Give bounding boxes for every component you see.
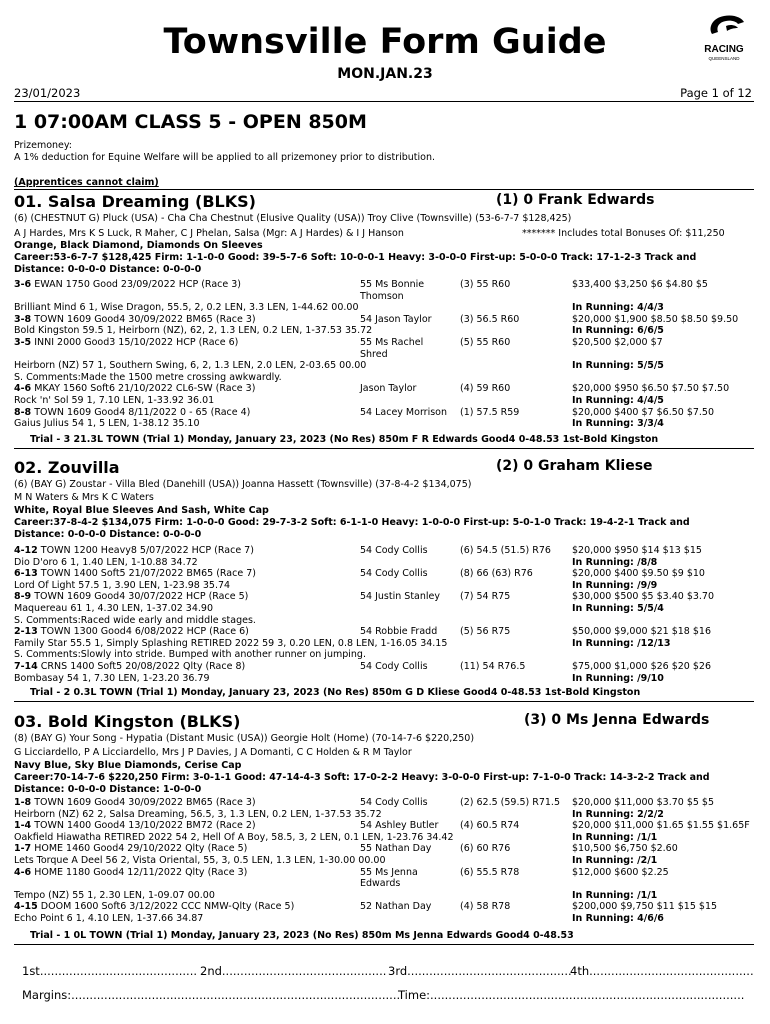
horse-name: 03. Bold Kingston (BLKS) <box>14 712 241 731</box>
jockey: Jason Taylor <box>360 383 417 395</box>
barrier-weight-rating: (3) 55 R60 <box>460 279 511 290</box>
horse-divider <box>14 944 754 945</box>
form-row <box>14 878 760 890</box>
header-divider <box>14 101 754 102</box>
run-details: 4-6 HOME 1180 Good4 12/11/2022 Qlty (Race 3) <box>14 866 248 878</box>
horse-breeding: (6) (BAY G) Zoustar - Villa Bled (Danehill (USA)) Joanna Hassett (Townsville) (37-8-4-2 $134,075) <box>14 479 472 490</box>
barrier-weight-rating: (11) 54 R76.5 <box>460 661 526 672</box>
horse-colours: Orange, Black Diamond, Diamonds On Sleeves <box>14 240 263 251</box>
form-row <box>14 291 760 303</box>
meeting-day: MON.JAN.23 <box>337 66 433 82</box>
barrier-weight-rating: (4) 60.5 R74 <box>460 820 520 832</box>
horse-barrier-jockey: (1) 0 Frank Edwards <box>496 192 655 208</box>
run-details: Tempo (NZ) 55 1, 2.30 LEN, 1-09.07 00.00 <box>14 889 215 901</box>
horse-breeding: (8) (BAY G) Your Song - Hypatia (Distant Music (USA)) Georgie Holt (Home) (70-14-7-6 $220,250) <box>14 733 475 744</box>
horse-bonus: ******* Includes total Bonuses Of: $11,250 <box>522 228 725 239</box>
horse-colours: Navy Blue, Sky Blue Diamonds, Cerise Cap <box>14 760 242 771</box>
run-details: Gaius Julius 54 1, 5 LEN, 1-38.12 35.10 <box>14 418 200 430</box>
horse-barrier-jockey: (2) 0 Graham Kliese <box>496 458 653 474</box>
prize-or-running: In Running: /9/9 <box>572 579 658 591</box>
result-second[interactable]: 2nd............................................. <box>200 964 387 978</box>
jockey: 55 Ms Rachel <box>360 337 424 348</box>
prize-or-running: In Running: /1/1 <box>572 889 658 901</box>
run-details: 3-8 TOWN 1609 Good4 30/09/2022 BM65 (Race 3) <box>14 313 256 325</box>
barrier-weight-rating: (1) 57.5 R59 <box>460 406 520 418</box>
prize-or-running: In Running: /8/8 <box>572 556 658 568</box>
prize-or-running: $20,000 $400 $9.50 $9 $10 <box>572 568 705 580</box>
page-title: Townsville Form Guide <box>163 22 607 62</box>
run-details: Oakfield Hiawatha RETIRED 2022 54 2, Hell Of A Boy, 58.5, 3, 2 LEN, 0.1 LEN, 1-23.76 34.42 <box>14 831 454 843</box>
form-row <box>14 615 760 627</box>
run-details: Heirborn (NZ) 62 2, Salsa Dreaming, 56.5, 3, 1.3 LEN, 0.2 LEN, 1-37.53 35.72 <box>14 808 382 820</box>
run-details: S. Comments:Raced wide early and middle stages. <box>14 614 256 626</box>
horse-breeding: (6) (CHESTNUT G) Pluck (USA) - Cha Cha Chestnut (Elusive Quality (USA)) Troy Clive (Townsville) (53-6-7-7 $128,425) <box>14 213 572 224</box>
run-details: Lets Torque A Deel 56 2, Vista Oriental, 55, 3, 0.5 LEN, 1.3 LEN, 1-30.00 00.00 <box>14 855 386 866</box>
run-details: S. Comments:Slowly into stride. Bumped with another runner on jumping. <box>14 649 366 661</box>
run-details: 3-6 EWAN 1750 Good 23/09/2022 HCP (Race 3) <box>14 279 241 290</box>
jockey: 54 Cody Collis <box>360 545 428 556</box>
run-details: 3-5 INNI 2000 Good3 15/10/2022 HCP (Race 6) <box>14 337 239 348</box>
form-row <box>14 302 760 314</box>
jockey: Edwards <box>360 878 401 890</box>
run-details: Lord Of Light 57.5 1, 3.90 LEN, 1-23.98 35.74 <box>14 579 231 591</box>
barrier-weight-rating: (3) 56.5 R60 <box>460 313 520 325</box>
form-row <box>14 349 760 361</box>
jockey: 55 Nathan Day <box>360 843 432 855</box>
form-row <box>14 325 760 337</box>
prize-or-running: $20,000 $11,000 $3.70 $5 $5 <box>572 797 715 808</box>
horse-logo-icon <box>696 12 752 64</box>
prize-or-running: $200,000 $9,750 $11 $15 $15 <box>572 901 718 913</box>
horse-career: Career:53-6-7-7 $128,425 Firm: 1-1-0-0 Good: 39-5-7-6 Soft: 10-0-0-1 Heavy: 3-0-0-0 First-up: 5-0-0-0 Track: 17-1-2-3 Track and <box>14 252 697 263</box>
logo-text: RACING <box>704 44 744 55</box>
horse-career-distance: Distance: 0-0-0-0 Distance: 0-0-0-0 <box>14 529 202 540</box>
form-row <box>14 867 760 879</box>
form-row <box>14 407 760 419</box>
form-row <box>14 545 760 557</box>
horse-career: Career:37-8-4-2 $134,075 Firm: 1-0-0-0 Good: 29-7-3-2 Soft: 6-1-1-0 Heavy: 1-0-0-0 First-up: 5-0-1-0 Track: 19-4-2-1 Track and <box>14 517 690 528</box>
jockey: 52 Nathan Day <box>360 901 432 913</box>
horse-colours: White, Royal Blue Sleeves And Sash, White Cap <box>14 505 269 516</box>
prize-or-running: $20,500 $2,000 $7 <box>572 337 663 348</box>
result-third[interactable]: 3rd............................................. <box>388 964 572 978</box>
prize-or-running: In Running: 4/4/5 <box>572 395 664 406</box>
barrier-weight-rating: (5) 55 R60 <box>460 337 511 348</box>
prize-or-running: In Running: 5/5/4 <box>572 603 664 614</box>
barrier-weight-rating: (5) 56 R75 <box>460 626 511 638</box>
jockey: 55 Ms Jenna <box>360 866 418 878</box>
run-details: Echo Point 6 1, 4.10 LEN, 1-37.66 34.87 <box>14 913 204 924</box>
prize-or-running: In Running: /9/10 <box>572 672 664 684</box>
prize-or-running: $33,400 $3,250 $6 $4.80 $5 <box>572 279 708 290</box>
jockey: Thomson <box>360 290 404 302</box>
form-row <box>14 638 760 650</box>
jockey: 54 Lacey Morrison <box>360 406 448 418</box>
form-row <box>14 913 760 925</box>
jockey: Shred <box>360 348 388 360</box>
form-row <box>14 591 760 603</box>
run-details: 6-13 TOWN 1400 Soft5 21/07/2022 BM65 (Race 7) <box>14 568 256 580</box>
jockey: 54 Cody Collis <box>360 568 428 580</box>
horse-barrier-jockey: (3) 0 Ms Jenna Edwards <box>524 712 710 728</box>
prize-or-running: In Running: /1/1 <box>572 831 658 843</box>
run-details: Dio D'oro 6 1, 1.40 LEN, 1-10.88 34.72 <box>14 556 198 568</box>
run-details: 7-14 CRNS 1400 Soft5 20/08/2022 Qlty (Race 8) <box>14 661 246 672</box>
barrier-weight-rating: (6) 54.5 (51.5) R76 <box>460 545 551 556</box>
prize-or-running: In Running: 3/3/4 <box>572 418 664 430</box>
jockey: 54 Jason Taylor <box>360 313 432 325</box>
page-number: Page 1 of 12 <box>680 86 752 100</box>
form-row <box>14 314 760 326</box>
prize-or-running: In Running: 4/6/6 <box>572 913 664 924</box>
form-row <box>14 809 760 821</box>
form-row <box>14 673 760 685</box>
horse-owners: M N Waters & Mrs K C Waters <box>14 492 154 503</box>
run-details: 4-12 TOWN 1200 Heavy8 5/07/2022 HCP (Race 7) <box>14 545 254 556</box>
race-title: 1 07:00AM CLASS 5 - OPEN 850M <box>14 111 367 133</box>
form-row <box>14 603 760 615</box>
prize-label: Prizemoney: <box>14 140 73 151</box>
form-row <box>14 360 760 372</box>
form-row <box>14 279 760 291</box>
barrier-weight-rating: (2) 62.5 (59.5) R71.5 <box>460 797 560 808</box>
race-divider <box>14 189 754 190</box>
prize-or-running: $20,000 $1,900 $8.50 $8.50 $9.50 <box>572 313 739 325</box>
barrier-weight-rating: (6) 55.5 R78 <box>460 866 520 878</box>
jockey: 55 Ms Bonnie <box>360 279 425 290</box>
horse-owners: A J Hardes, Mrs K S Luck, R Maher, C J Phelan, Salsa (Mgr: A J Hardes) & I J Hanson <box>14 228 404 239</box>
prize-or-running: $20,000 $11,000 $1.65 $1.55 $1.65F <box>572 820 750 832</box>
prize-or-running: $12,000 $600 $2.25 <box>572 866 669 878</box>
barrier-weight-rating: (4) 59 R60 <box>460 383 511 395</box>
horse-name: 02. Zouvilla <box>14 458 120 477</box>
run-details: 2-13 TOWN 1300 Good4 6/08/2022 HCP (Race 6) <box>14 626 249 638</box>
prize-or-running: $20,000 $950 $6.50 $7.50 $7.50 <box>572 383 730 395</box>
form-row <box>14 557 760 569</box>
horse-divider <box>14 701 754 702</box>
run-details: 1-7 HOME 1460 Good4 29/10/2022 Qlty (Race 5) <box>14 843 248 855</box>
prize-or-running: $75,000 $1,000 $26 $20 $26 <box>572 661 712 672</box>
form-row <box>14 661 760 673</box>
form-row <box>14 855 760 867</box>
prize-or-running: $10,500 $6,750 $2.60 <box>572 843 678 855</box>
jockey: 54 Justin Stanley <box>360 591 440 603</box>
prize-or-running: $20,000 $950 $14 $13 $15 <box>572 545 702 556</box>
run-details: 1-8 TOWN 1609 Good4 30/09/2022 BM65 (Race 3) <box>14 797 256 808</box>
form-row <box>14 395 760 407</box>
run-details: 4-6 MKAY 1560 Soft6 21/10/2022 CL6-SW (Race 3) <box>14 383 256 395</box>
horse-owners: G Licciardello, P A Licciardello, Mrs J P Davies, J A Domanti, C C Holden & R M Taylor <box>14 747 412 758</box>
welfare-deduction: A 1% deduction for Equine Welfare will be applied to all prizemoney prior to distribution. <box>14 152 436 163</box>
trial-line: Trial - 2 0.3L TOWN (Trial 1) Monday, January 23, 2023 (No Res) 850m G D Kliese Good4 0-48.53 1st-Bold Kingston <box>30 687 641 698</box>
horse-divider <box>14 448 754 449</box>
form-row <box>14 797 760 809</box>
horse-name: 01. Salsa Dreaming (BLKS) <box>14 192 256 211</box>
prize-or-running: In Running: 4/4/3 <box>572 302 664 314</box>
form-row <box>14 418 760 430</box>
form-row <box>14 832 760 844</box>
jockey: 54 Robbie Fradd <box>360 626 438 638</box>
race-note: (Apprentices cannot claim) <box>14 177 159 188</box>
result-time[interactable]: Time:...................................................................................... <box>398 988 745 1002</box>
trial-line: Trial - 3 21.3L TOWN (Trial 1) Monday, January 23, 2023 (No Res) 850m F R Edwards Good4 0-48.53 1st-Bold Kingston <box>30 434 659 445</box>
run-details: 1-4 TOWN 1400 Good4 13/10/2022 BM72 (Race 2) <box>14 820 256 832</box>
prize-or-running: In Running: /12/13 <box>572 637 671 649</box>
run-details: 8-8 TOWN 1609 Good4 8/11/2022 0 - 65 (Race 4) <box>14 406 251 418</box>
form-row <box>14 337 760 349</box>
run-details: Family Star 55.5 1, Simply Splashing RETIRED 2022 59 3, 0.20 LEN, 0.8 LEN, 1-16.05 34.15 <box>14 637 448 649</box>
prize-or-running: $20,000 $400 $7 $6.50 $7.50 <box>572 406 715 418</box>
prize-or-running: In Running: 6/6/5 <box>572 325 664 337</box>
jockey: 54 Ashley Butler <box>360 820 439 832</box>
jockey: 54 Cody Collis <box>360 661 428 672</box>
run-details: Bombasay 54 1, 7.30 LEN, 1-23.20 36.79 <box>14 672 210 684</box>
form-row <box>14 580 760 592</box>
result-margins[interactable]: Margins:.......................................................................................... <box>22 988 401 1002</box>
result-fourth[interactable]: 4th............................................. <box>570 964 754 978</box>
barrier-weight-rating: (7) 54 R75 <box>460 591 511 603</box>
run-details: Heirborn (NZ) 57 1, Southern Swing, 6, 2, 1.3 LEN, 2.0 LEN, 2-03.65 00.00 <box>14 360 367 372</box>
run-details: Brilliant Mind 6 1, Wise Dragon, 55.5, 2, 0.2 LEN, 3.3 LEN, 1-44.62 00.00 <box>14 302 359 314</box>
prize-or-running: $30,000 $500 $5 $3.40 $3.70 <box>572 591 715 603</box>
run-details: 8-9 TOWN 1609 Good4 30/07/2022 HCP (Race 5) <box>14 591 249 603</box>
prize-or-running: In Running: 2/2/2 <box>572 808 664 820</box>
form-row <box>14 843 760 855</box>
horse-career-distance: Distance: 0-0-0-0 Distance: 0-0-0-0 <box>14 264 202 275</box>
racing-queensland-logo <box>696 12 752 64</box>
barrier-weight-rating: (4) 58 R78 <box>460 901 511 913</box>
jockey: 54 Cody Collis <box>360 797 428 808</box>
horse-career: Career:70-14-7-6 $220,250 Firm: 3-0-1-1 Good: 47-14-4-3 Soft: 17-0-2-2 Heavy: 3-0-0-0 First-up: 7-1-0-0 Track: 14-3-2-2 Track and <box>14 772 710 783</box>
run-details: Maquereau 61 1, 4.30 LEN, 1-37.02 34.90 <box>14 603 214 614</box>
run-details: S. Comments:Made the 1500 metre crossing awkwardly. <box>14 371 282 383</box>
form-row <box>14 383 760 395</box>
form-row <box>14 820 760 832</box>
horse-career-distance: Distance: 0-0-0-0 Distance: 1-0-0-0 <box>14 784 202 795</box>
form-row <box>14 890 760 902</box>
form-row <box>14 372 760 384</box>
result-first[interactable]: 1st........................................... <box>22 964 198 978</box>
prize-or-running: In Running: /2/1 <box>572 855 658 866</box>
run-details: Rock 'n' Sol 59 1, 7.10 LEN, 1-33.92 36.01 <box>14 395 215 406</box>
run-details: Bold Kingston 59.5 1, Heirborn (NZ), 62, 2, 1.3 LEN, 0.2 LEN, 1-37.53 35.72 <box>14 325 373 337</box>
form-row <box>14 568 760 580</box>
run-details: 4-15 DOOM 1600 Soft6 3/12/2022 CCC NMW-Qlty (Race 5) <box>14 901 295 913</box>
barrier-weight-rating: (8) 66 (63) R76 <box>460 568 533 580</box>
barrier-weight-rating: (6) 60 R76 <box>460 843 511 855</box>
trial-line: Trial - 1 0L TOWN (Trial 1) Monday, January 23, 2023 (No Res) 850m Ms Jenna Edwards Good4 0-48.53 <box>30 930 574 941</box>
prize-or-running: In Running: 5/5/5 <box>572 360 664 372</box>
form-row <box>14 901 760 913</box>
logo-subtext: QUEENSLAND <box>708 56 740 61</box>
prize-or-running: $50,000 $9,000 $21 $18 $16 <box>572 626 712 638</box>
guide-date: 23/01/2023 <box>14 86 81 100</box>
form-row <box>14 626 760 638</box>
form-row <box>14 649 760 661</box>
